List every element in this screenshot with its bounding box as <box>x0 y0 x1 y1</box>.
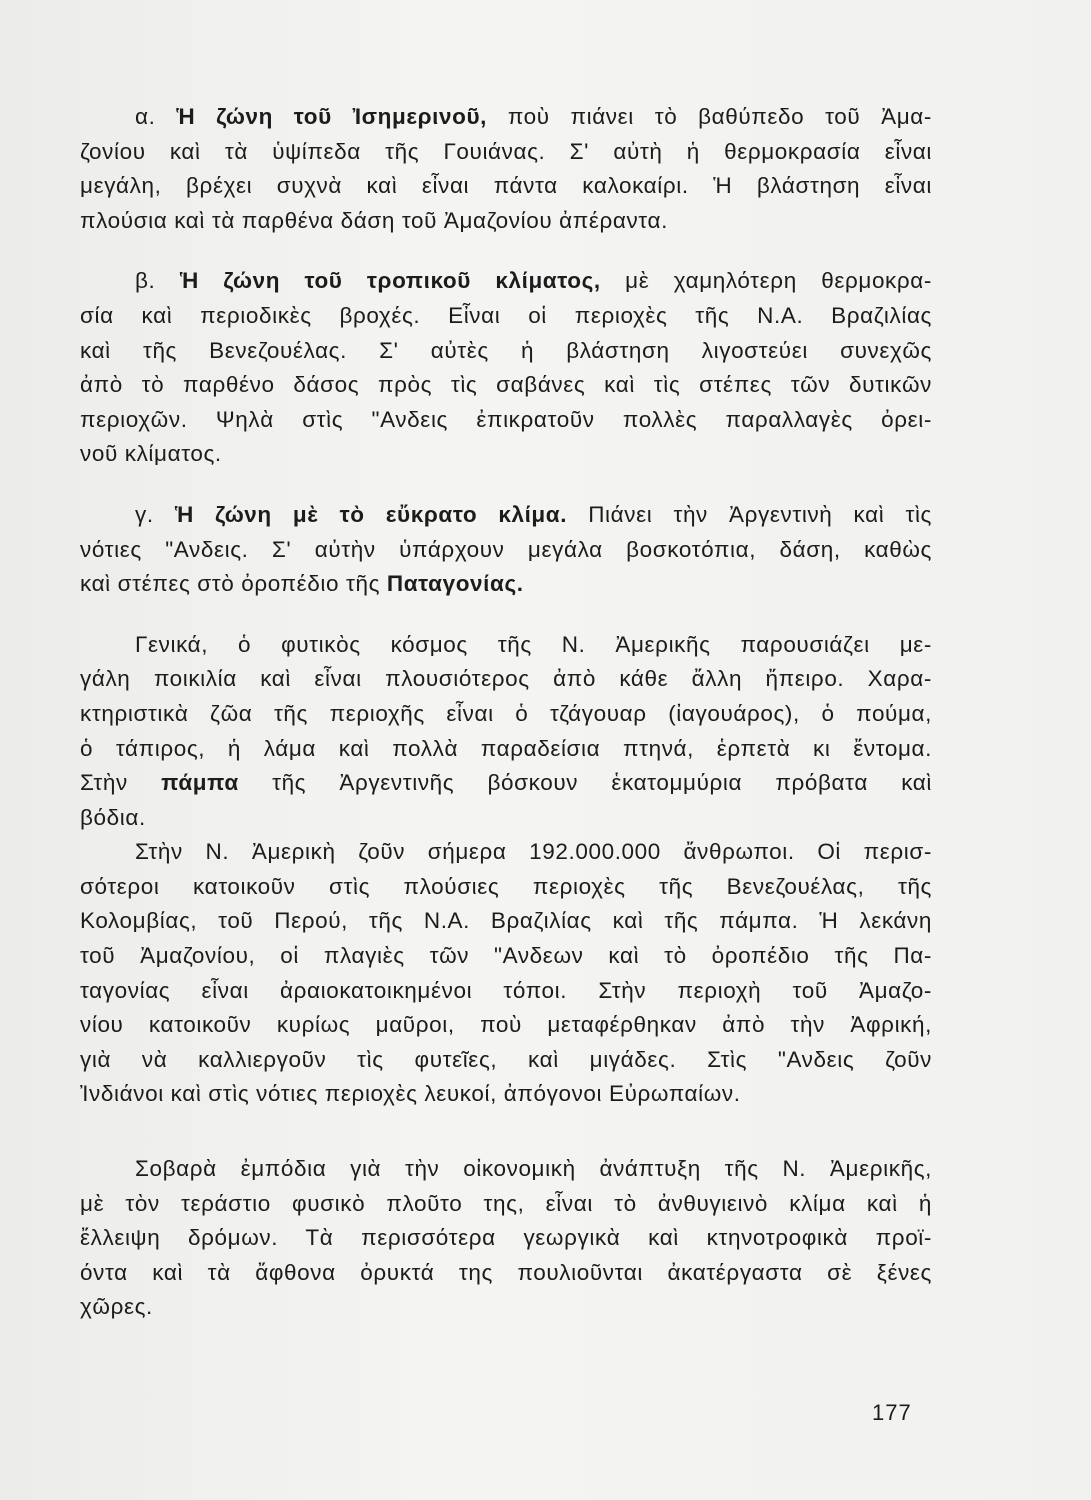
text-line: Κολομβίας, τοῦ Περού, τῆς Ν.Α. Βραζιλίας καὶ τῆς πάμπα. Ἡ λεκάνη <box>80 908 932 934</box>
line-prefix: α. <box>135 104 177 129</box>
text-line: βόδια. <box>80 804 146 830</box>
paragraph-flora-fauna <box>80 628 932 836</box>
paragraph-economy <box>80 1152 932 1325</box>
text-line: νότιες "Ανδεις. Σ' αὐτὴν ὑπάρχουν μεγάλα βοσκοτόπια, δάση, καθὼς <box>80 536 932 562</box>
text-line: μεγάλη, βρέχει συχνὰ καὶ εἶναι πάντα καλοκαίρι. Ἡ βλάστηση εἶναι <box>80 173 932 199</box>
text-line: καὶ τῆς Βενεζουέλας. Σ' αὐτὲς ἡ βλάστηση λιγοστεύει συνεχῶς <box>80 337 932 363</box>
line-suffix: Πιάνει τὴν Ἀργεντινὴ καὶ τὶς <box>567 501 932 527</box>
page-number: 177 <box>872 1400 912 1425</box>
line-prefix: β. <box>135 268 180 294</box>
text-line: νοῦ κλίματος. <box>80 441 222 467</box>
paragraph-zone-tropical <box>80 264 932 472</box>
text-line: χῶρες. <box>80 1294 153 1320</box>
text-line: ζονίου καὶ τὰ ὑψίπεδα τῆς Γουιάνας. Σ' αὐτὴ ἡ θερμοκρασία εἶναι <box>80 138 932 164</box>
line-prefix: γ. <box>135 501 175 527</box>
text-line <box>80 264 932 299</box>
text-line: σότεροι κατοικοῦν στὶς πλούσιες περιοχὲς τῆς Βενεζουέλας, τῆς <box>80 873 932 899</box>
text-line: γάλη ποικιλία καὶ εἶναι πλουσιότερος ἀπὸ κάθε ἄλλη ἤπειρο. Χαρα- <box>80 666 932 692</box>
text-line: γιὰ νὰ καλλιεργοῦν τὶς φυτεῖες, καὶ μιγάδες. Στὶς "Ανδεις ζοῦν <box>80 1046 932 1072</box>
text-line: όντα καὶ τὰ ἄφθονα ὀρυκτά της πουλιοῦνται ἀκατέργαστα σὲ ξένες <box>80 1259 932 1285</box>
paragraph-zone-equator <box>80 100 932 238</box>
line-suffix: ποὺ πιάνει τὸ βαθύπεδο τοῦ Ἀμα- <box>487 104 932 129</box>
text-line: σία καὶ περιοδικὲς βροχές. Εἶναι οἱ περιοχὲς τῆς Ν.Α. Βραζιλίας <box>80 302 932 328</box>
page-body <box>80 100 932 1325</box>
paragraph-zone-temperate <box>80 498 932 602</box>
text-line: ὁ τάπιρος, ἡ λάμα καὶ πολλὰ παραδείσια πτηνά, ἑρπετὰ κι ἔντομα. <box>80 735 932 761</box>
line-prefix: Στὴν <box>80 770 162 796</box>
text-line: Σοβαρὰ ἐμπόδια γιὰ τὴν οἰκονομικὴ ἀνάπτυξη τῆς Ν. Ἀμερικῆς, <box>135 1156 932 1182</box>
text-line <box>80 567 932 602</box>
line-prefix: καὶ στέπες στὸ ὀροπέδιο τῆς <box>80 571 387 597</box>
text-line <box>80 100 932 135</box>
text-line: ἔλλειψη δρόμων. Τὰ περισσότερα γεωργικὰ καὶ κτηνοτροφικὰ προϊ- <box>80 1225 932 1251</box>
bold-term: Παταγονίας. <box>386 571 524 597</box>
text-line <box>80 498 932 533</box>
line-suffix: τῆς Ἀργεντινῆς βόσκουν ἑκατομμύρια πρόβατα καὶ <box>238 770 932 796</box>
bold-term: Ἡ ζώνη μὲ τὸ εὔκρατο κλίμα. <box>174 501 568 527</box>
text-line: νίου κατοικοῦν κυρίως μαῦροι, ποὺ μεταφέρθηκαν ἀπὸ τὴν Ἀφρική, <box>80 1012 932 1038</box>
bold-term: πάμπα <box>161 770 239 796</box>
text-line: ταγονίας εἶναι ἀραιοκατοικημένοι τόποι. Στὴν περιοχὴ τοῦ Ἀμαζο- <box>80 977 932 1003</box>
bold-term: Ἡ ζώνη τοῦ Ἰσημερινοῦ, <box>176 104 488 129</box>
line-suffix: μὲ χαμηλότερη θερμοκρα- <box>600 268 933 294</box>
text-line: Γενικά, ὁ φυτικὸς κόσμος τῆς Ν. Ἀμερικῆς παρουσιάζει με- <box>135 631 932 657</box>
text-line: ἀπὸ τὸ παρθένο δάσος πρὸς τὶς σαβάνες καὶ τὶς στέπες τῶν δυτικῶν <box>80 372 932 398</box>
text-line: κτηριστικὰ ζῶα τῆς περιοχῆς εἶναι ὁ τζάγουαρ (ἰαγουάρος), ὁ πούμα, <box>80 700 932 726</box>
text-line: Ἰνδιάνοι καὶ στὶς νότιες περιοχὲς λευκοί, ἀπόγονοι Εὐρωπαίων. <box>80 1081 741 1107</box>
text-line: μὲ τὸν τεράστιο φυσικὸ πλοῦτο της, εἶναι τὸ ἀνθυγιεινὸ κλίμα καὶ ἡ <box>80 1190 932 1216</box>
text-line <box>80 766 932 801</box>
text-line: πλούσια καὶ τὰ παρθένα δάση τοῦ Ἀμαζονίου ἀπέραντα. <box>80 207 668 233</box>
paragraph-population <box>80 835 932 1112</box>
text-line: περιοχῶν. Ψηλὰ στὶς "Ανδεις ἐπικρατοῦν πολλὲς παραλλαγὲς ὀρει- <box>80 406 932 432</box>
text-line: τοῦ Ἀμαζονίου, οἱ πλαγιὲς τῶν "Ανδεων καὶ τὸ ὀροπέδιο τῆς Πα- <box>80 943 932 969</box>
bold-term: Ἡ ζώνη τοῦ τροπικοῦ κλίματος, <box>179 268 601 294</box>
text-line: Στὴν Ν. Ἀμερικὴ ζοῦν σήμερα 192.000.000 ἄνθρωποι. Οἱ περισ- <box>135 839 932 865</box>
